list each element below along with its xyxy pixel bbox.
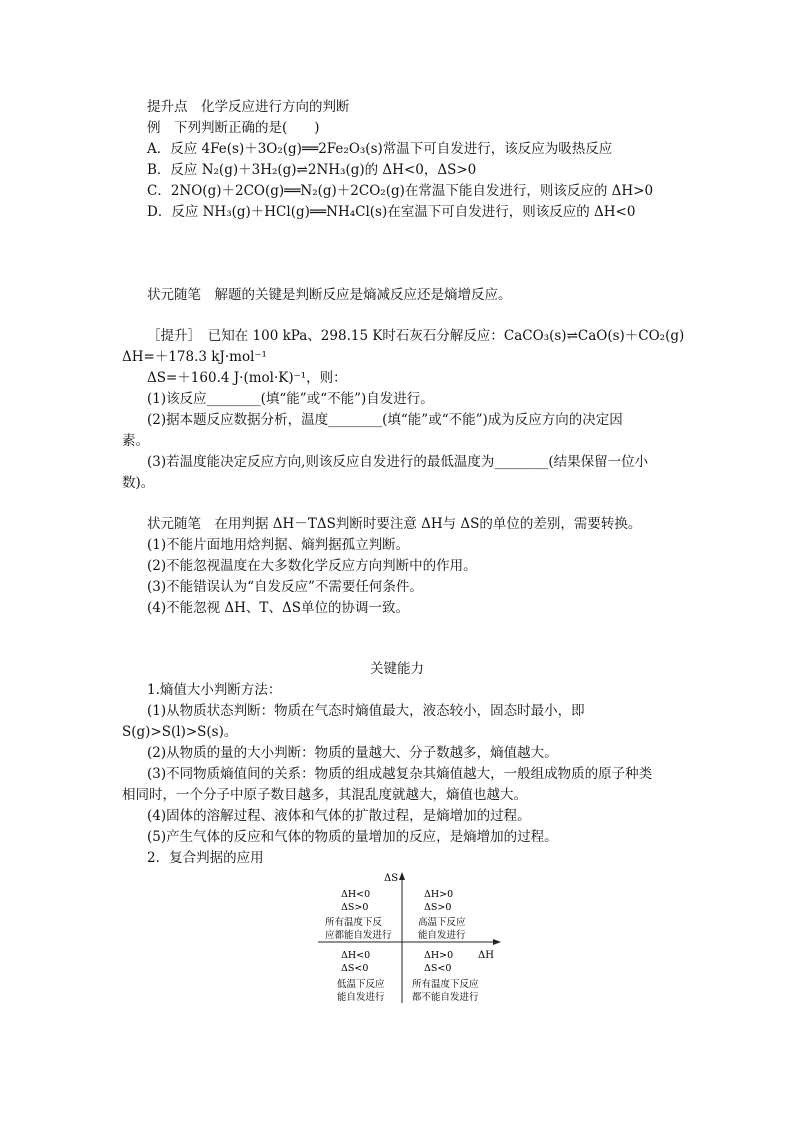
entropy-rule-3b: 相同时，一个分子中原子数目越多，其混乱度就越大，熵值也越大。 <box>122 787 527 803</box>
question-3a: (3)若温度能决定反应方向,则该反应自发进行的最低温度为________(结果保留一位小 <box>147 454 649 470</box>
entropy-rule-1a: (1)从物质状态判断：物质在气态时熵值最大，液态较小，固态时最小，即 <box>147 703 585 719</box>
q2-text-2: 能自发进行 <box>418 930 466 941</box>
question-1: (1)该反应________(填“能”或“不能”)自发进行。 <box>147 391 434 407</box>
example-stem: 例 下列判断正确的是( ) <box>147 120 320 136</box>
tisheng-line-1: ［提升］ 已知在 100 kPa、298.15 K时石灰石分解反应：CaCO₃(s)⇌CaO(s)＋CO₂(g) <box>147 328 685 344</box>
q1-condition-ds: ΔS>0 <box>341 902 369 913</box>
option-c: C．2NO(g)＋2CO(g)══N₂(g)＋2CO₂(g)在常温下能自发进行，则该反应的 ΔH>0 <box>147 183 654 199</box>
entropy-rule-1b: S(g)>S(l)>S(s)。 <box>122 724 238 740</box>
question-2a: (2)据本题反应数据分析，温度________(填“能”或“不能”)成为反应方向的决定因 <box>147 412 623 428</box>
x-axis-arrow-icon <box>493 939 501 945</box>
note-2-item: (3)不能错误认为“自发反应”不需要任何条件。 <box>147 579 423 595</box>
q1-condition-dh: ΔH<0 <box>341 889 371 900</box>
note-1: 状元随笔 解题的关键是判断反应是熵减反应还是熵增反应。 <box>147 287 512 303</box>
q3-text-1: 低温下反应 <box>337 979 385 990</box>
section-title: 提升点 化学反应进行方向的判断 <box>147 99 350 115</box>
entropy-rule-3a: (3)不同物质熵值间的关系：物质的组成越复杂其熵值越大，一般组成物质的原子种类 <box>147 766 653 782</box>
q1-text-1: 所有温度下反 <box>325 917 383 928</box>
q4-condition-ds: ΔS<0 <box>424 963 452 974</box>
entropy-rule-5: (5)产生气体的反应和气体的物质的量增加的反应，是熵增加的过程。 <box>147 829 558 845</box>
q3-text-2: 能自发进行 <box>337 992 385 1003</box>
option-b: B．反应 N₂(g)＋3H₂(g)⇌2NH₃(g)的 ΔH<0，ΔS>0 <box>147 162 477 178</box>
option-d: D．反应 NH₃(g)＋HCl(g)══NH₄Cl(s)在室温下可自发进行，则该反应的 ΔH<0 <box>147 204 636 220</box>
q2-condition-ds: ΔS>0 <box>424 902 452 913</box>
key-ability-heading: 关键能力 <box>370 661 424 677</box>
note-2-item: (1)不能片面地用焓判据、熵判据孤立判断。 <box>147 537 410 553</box>
q4-text-1: 所有温度下反应 <box>412 979 479 990</box>
q1-text-2: 应都能自发进行 <box>325 930 392 941</box>
option-a: A．反应 4Fe(s)＋3O₂(g)══2Fe₂O₃(s)常温下可自发进行，该反应为吸热反应 <box>147 141 613 157</box>
q2-text-1: 高温下反应 <box>418 917 466 928</box>
q2-condition-dh: ΔH>0 <box>424 889 454 900</box>
q3-condition-dh: ΔH<0 <box>341 950 371 961</box>
tisheng-line-2: ΔH=＋178.3 kJ·mol⁻¹ <box>122 349 267 365</box>
tisheng-line-3: ΔS=＋160.4 J·(mol·K)⁻¹，则： <box>147 370 347 386</box>
key-ability-sub2: 2．复合判据的应用 <box>147 850 264 866</box>
note-2-item: (4)不能忽视 ΔH、T、ΔS单位的协调一致。 <box>147 600 409 616</box>
note-2-head: 状元随笔 在用判据 ΔH－TΔS判断时要注意 ΔH与 ΔS的单位的差别，需要转换。 <box>147 516 642 532</box>
x-axis-label: ΔH <box>478 950 494 961</box>
q4-condition-dh: ΔH>0 <box>424 950 454 961</box>
note-2-item: (2)不能忽视温度在大多数化学反应方向判断中的作用。 <box>147 558 477 574</box>
q3-condition-ds: ΔS<0 <box>341 963 369 974</box>
question-3b: 数)。 <box>122 475 155 491</box>
question-2b: 素。 <box>122 433 149 449</box>
y-axis-arrow-icon <box>399 872 405 880</box>
entropy-rule-4: (4)固体的溶解过程、液体和气体的扩散过程，是熵增加的过程。 <box>147 808 531 824</box>
entropy-rule-2: (2)从物质的量的大小判断：物质的量越大、分子数越多，熵值越大。 <box>147 745 558 761</box>
y-axis-label: ΔS <box>384 873 399 884</box>
key-ability-sub1: 1.熵值大小判断方法： <box>147 682 282 698</box>
q4-text-2: 都不能自发进行 <box>412 992 479 1003</box>
